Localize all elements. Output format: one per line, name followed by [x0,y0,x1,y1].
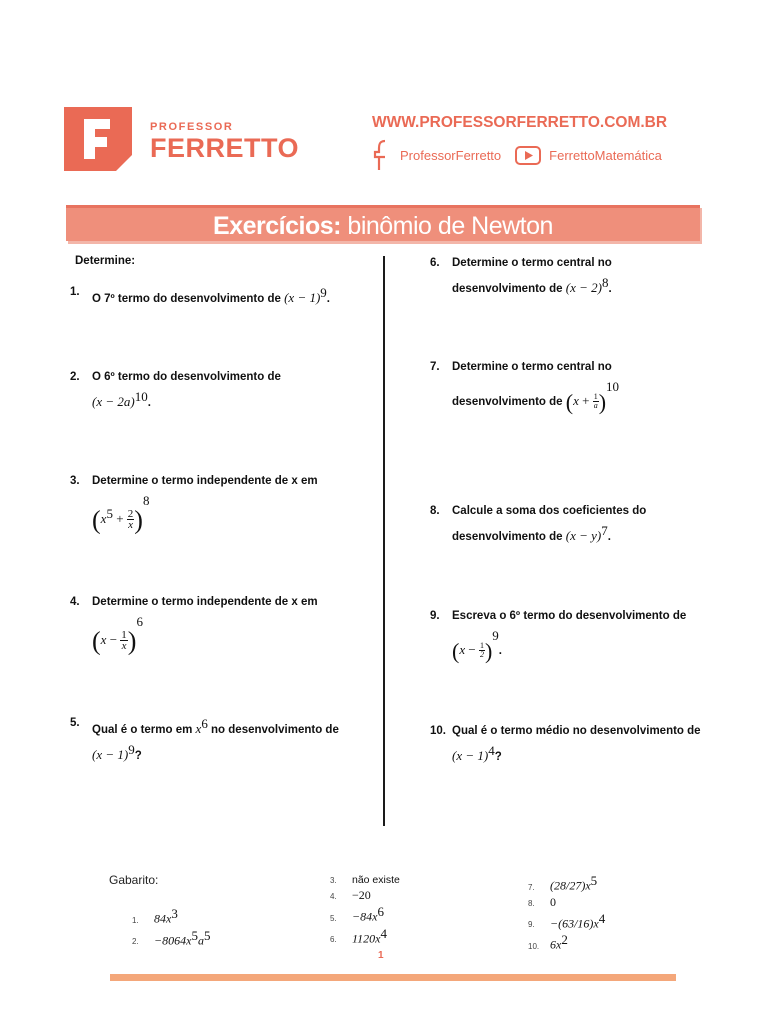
question-exp: 8 [142,493,150,508]
question-5 [70,714,370,766]
question-exp: 9 [128,741,135,757]
answer-item: 6. $1120x^4$ [330,925,387,946]
question-term: x [195,720,202,736]
question-exp: 7 [601,523,608,538]
question-expr-var: x [459,642,466,657]
question-text: Qual é o termo em [92,723,193,736]
question-number: 2. [70,371,80,383]
site-url-link[interactable]: WWW.PROFESSORFERRETTO.COM.BR [372,114,668,131]
fraction: $\frac{1}{a}$ [593,392,598,411]
question-text: O 7º termo do desenvolvimento de [92,292,281,305]
question-number: 1. [70,286,80,298]
page-number: 1 [378,950,384,961]
question-number: 7. [430,361,440,373]
question-1 [70,283,370,309]
question-text: Determine o termo independente de x em [92,475,318,487]
question-4: 4. Determine o termo independente de x em (x − $\frac{1}{x}$ )$^6$ [70,593,370,651]
question-text-b: no desenvolvimento de [211,723,339,736]
question-end: . [147,396,151,409]
answer-item: 7. $(28/27)x^5$ [528,873,598,893]
question-text: Escreva o 6º termo do desenvolvimento de [452,610,687,622]
ferretto-logo-icon [64,107,132,171]
title-banner [66,205,700,241]
question-expr: (x − 2) [565,279,602,295]
question-expr: (x − 1) [284,289,321,305]
answer-key-title: Gabarito: [109,873,159,887]
logo-wordmark [150,121,299,162]
facebook-handle[interactable]: ProfessorFerretto [400,147,502,163]
question-exp: 10 [134,389,148,404]
question-9: 9. Escreva o 6º termo do desenvolvimento de (x − $\frac{1}{2}$ )$^9$. [430,607,730,661]
question-number: 6. [430,257,440,269]
question-end: . [607,530,611,543]
answer-item: 4. −20 [330,888,371,902]
answer-item: 10. $6x^2$ [528,932,568,952]
answer-item: 2. $-8064x^5a^5$ [132,927,211,948]
question-expr: (x − y) [565,527,602,543]
fraction: $\frac{1}{x}$ [121,629,127,653]
question-expr-var: x [573,393,579,408]
question-exp: 8 [601,275,609,290]
footer-bar [110,974,676,981]
question-6 [430,254,730,299]
question-exp: 6 [136,614,143,629]
question-number: 10. [430,725,446,737]
answer-item: 8. 0 [528,894,556,909]
question-number: 3. [70,475,80,487]
question-expr: (x − 2a) [92,393,135,409]
logo-professor: PROFESSOR [150,121,234,133]
answer-item: 5. $-84x^6$ [330,904,384,924]
question-end: . [608,282,612,295]
question-end: . [498,645,502,657]
question-text: Determine o termo central no desenvolvimento de [452,257,612,295]
question-number: 9. [430,610,440,622]
question-exp: 4 [488,743,495,758]
question-text: Calcule a soma dos coeficientes do desenvolvimento de [452,505,647,543]
intro-text: Determine: [75,255,136,267]
question-text: Determine o termo independente de x em [92,596,318,608]
question-10 [430,722,730,767]
question-expr: (x − 1) [452,747,489,763]
answer-key-col-3 [528,873,605,954]
banner-title-strong: Exercícios: [213,212,341,240]
answer-key-col-1 [132,906,210,949]
logo-ferretto: FERRETTO [150,133,300,163]
question-end: . [326,292,330,305]
question-text: O 6º termo do desenvolvimento de [92,371,281,383]
social-links [372,138,668,172]
question-number: 5. [70,717,80,729]
youtube-handle[interactable]: FerrettoMatemática [549,147,662,163]
facebook-icon[interactable] [372,139,392,171]
question-7: 7. Determine o termo central no desenvolvimento de (x + $\frac{1}{a}$ )$^{10}$ [430,358,730,412]
question-expr-var-exp: 5 [106,506,113,522]
question-exp: 10 [606,379,620,394]
question-end: ? [134,749,142,762]
answer-item: 9. $-(63/16)x^4$ [528,910,606,931]
question-text-b: desenvolvimento de [452,396,563,408]
banner-title-rest: binômio de Newton [340,212,553,240]
question-expr-var: x [100,511,107,526]
question-expr: (x − 1) [92,746,129,762]
question-exp: 9 [492,628,499,643]
question-term-exp: 6 [201,716,208,731]
answer-item: 1. $84x^3$ [132,906,178,926]
question-text: Qual é o termo médio no desenvolvimento de [452,725,701,737]
question-number: 4. [70,596,80,608]
youtube-icon[interactable] [515,146,541,165]
question-8 [430,502,730,547]
question-text: Determine o termo central no [452,361,612,373]
answer-item: 3. não existe [330,874,400,886]
question-2 [70,368,370,413]
answer-key-col-2 [330,873,400,947]
question-expr-var: x [100,632,107,647]
column-divider [383,256,385,826]
fraction: $\frac{1}{2}$ [479,641,484,660]
question-3: 3. Determine o termo independente de x em ($x^5$ + $\frac{2}{x}$ )$^8$ [70,472,370,530]
question-end: ? [494,750,502,763]
question-exp: 9 [320,285,327,300]
question-number: 8. [430,505,440,517]
fraction: $\frac{2}{x}$ [127,508,134,532]
